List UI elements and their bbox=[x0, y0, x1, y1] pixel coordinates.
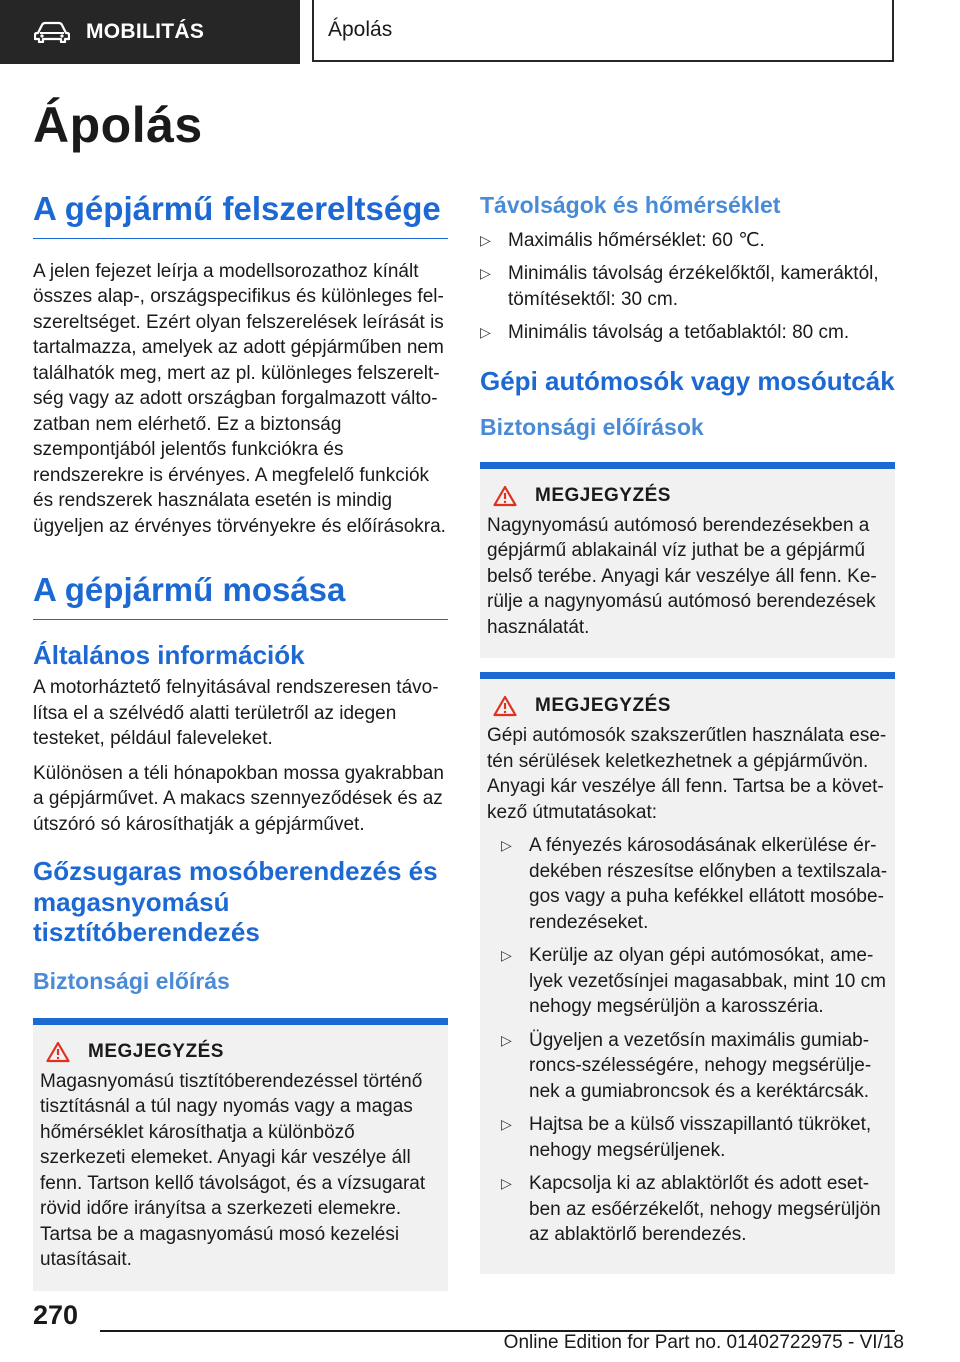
notice-box bbox=[33, 1018, 448, 1291]
breadcrumb-label: Ápolás bbox=[328, 18, 393, 41]
notice-list bbox=[501, 833, 888, 1248]
heading-general-info: Általános információk bbox=[33, 640, 305, 671]
list-item: ▷ Hajtsa be a külső visszapillantó tükröket, nehogy megsérüljenek. bbox=[501, 1112, 888, 1163]
edition-text: Online Edition for Part no. 01402722975 - VI/18 bbox=[503, 1332, 904, 1353]
notice-header bbox=[487, 695, 888, 717]
heading-automatic-car-wash: Gépi autómosók vagy mosóutcák bbox=[480, 365, 895, 396]
notice-box bbox=[480, 462, 895, 659]
heading-safety-instruction: Biztonsági előírás bbox=[33, 968, 230, 995]
list-item: ▷ A fényezés károsodásának elkerülése érdekében részesítse előnyben a textilszalagos vagy a puha kefékkel ellátott mosóberendezéseket. bbox=[501, 833, 888, 935]
notice-label: MEGJEGYZÉS bbox=[88, 1040, 224, 1062]
notice-box bbox=[480, 672, 895, 1274]
list-item: ▷ Maximális hőmérséklet: 60 ℃. bbox=[480, 228, 895, 254]
section-label: MOBILITÁS bbox=[86, 20, 205, 43]
notice-label: MEGJEGYZÉS bbox=[535, 484, 671, 506]
right-column bbox=[480, 190, 895, 1274]
breadcrumb bbox=[312, 0, 894, 62]
heading-equipment: A gépjármű felszereltsége bbox=[33, 190, 448, 239]
list-item: ▷ Kapcsolja ki az ablaktörlőt és adott esetben az esőérzékelőt, nehogy megsérüljön az ablaktörlő berendezés. bbox=[501, 1171, 888, 1248]
list-item: ▷ Ügyeljen a vezetősín maximális gumiabroncs-szélességére, nehogy megsérüljenek a gumiabroncsok és a keréktárcsák. bbox=[501, 1028, 888, 1105]
car-icon bbox=[34, 21, 70, 43]
notice-header bbox=[487, 485, 888, 507]
heading-steam-cleaner: Gőzsugaras mosóberendezés és magasnyomású tisztítóberendezés bbox=[33, 856, 438, 948]
header bbox=[0, 0, 960, 66]
page-number: 270 bbox=[33, 1300, 79, 1330]
heading-safety-instructions: Biztonsági előírások bbox=[480, 414, 704, 441]
warning-icon bbox=[493, 485, 517, 507]
notice-text: Gépi autómosók szakszerűtlen használata esetén sérülések keletkezhetnek a gépjárművön. Anyagi kár veszélye áll fenn. Tartsa be a következő útmutatásokat: bbox=[487, 725, 887, 823]
warning-icon bbox=[493, 695, 517, 717]
heading-car-wash: A gépjármű mosása bbox=[33, 571, 448, 620]
equipment-text: A jelen fejezet leírja a modellsorozathoz kínált összes alap-, országspecifikus és különleges felszereltséget. Ezért olyan felszerelések leírását is tartalmazza, amelyek az adott gépjárműben nem találhatók meg, mert az pl. különleges felszereltség vagy az adott országban forgalmazott változatban nem elérhető. Ez a biztonság szempontjából jelentős funkciókra és rendszerekre is érvényes. A megfelelő funkciók és rendszerek használata esetén is mindig ügyeljen az érvényes törvényekre és előírásokra. bbox=[33, 260, 446, 537]
distance-list bbox=[480, 228, 895, 346]
notice-text: Nagynyomású autómosó berendezésekben a gépjármű ablakainál víz juthat be a gépjármű belső terébe. Anyagi kár veszélye áll fenn. Kerülje a nagynyomású autómosó berendezések használatát. bbox=[487, 514, 877, 638]
list-item: ▷ Kerülje az olyan gépi autómosókat, amelyek vezetősínjei magasabbak, mint 10 cm nehogy megsérüljön a karosszéria. bbox=[501, 943, 888, 1020]
general-paragraph-2: Különösen a téli hónapokban mossa gyakrabban a gépjárművet. A makacs szennyeződések és az útszóró só károsíthatják a gépjárművet. bbox=[33, 762, 444, 835]
general-paragraph-1: A motorháztető felnyitásával rendszeresen távolítsa el a szélvédő alatti területről az idegen testeket, például faleveleket. bbox=[33, 677, 439, 750]
left-column bbox=[33, 190, 448, 1291]
heading-distances: Távolságok és hőmérséklet bbox=[480, 192, 781, 218]
list-item: ▷ Minimális távolság a tetőablaktól: 80 cm. bbox=[480, 320, 895, 346]
list-item: ▷ Minimális távolság érzékelőktől, kameráktól, tömítésektől: 30 cm. bbox=[480, 261, 895, 312]
notice-header bbox=[40, 1041, 441, 1063]
notice-text: Magasnyomású tisztítóberendezéssel történő tisztításnál a túl nagy nyomás vagy a magas hőmérséklet károsíthatja a különböző szerkezeti elemeket. Anyagi kár veszélye áll fenn. Tartson kellő távolságot, és a vízsugarat rövid időre irányítsa a szerkezeti elemekre. Tartsa be a magasnyomású mosó kezelési utasításait. bbox=[40, 1070, 426, 1271]
section-tab[interactable] bbox=[0, 0, 300, 64]
warning-icon bbox=[46, 1041, 70, 1063]
page-title: Ápolás bbox=[33, 97, 203, 153]
notice-label: MEGJEGYZÉS bbox=[535, 695, 671, 717]
